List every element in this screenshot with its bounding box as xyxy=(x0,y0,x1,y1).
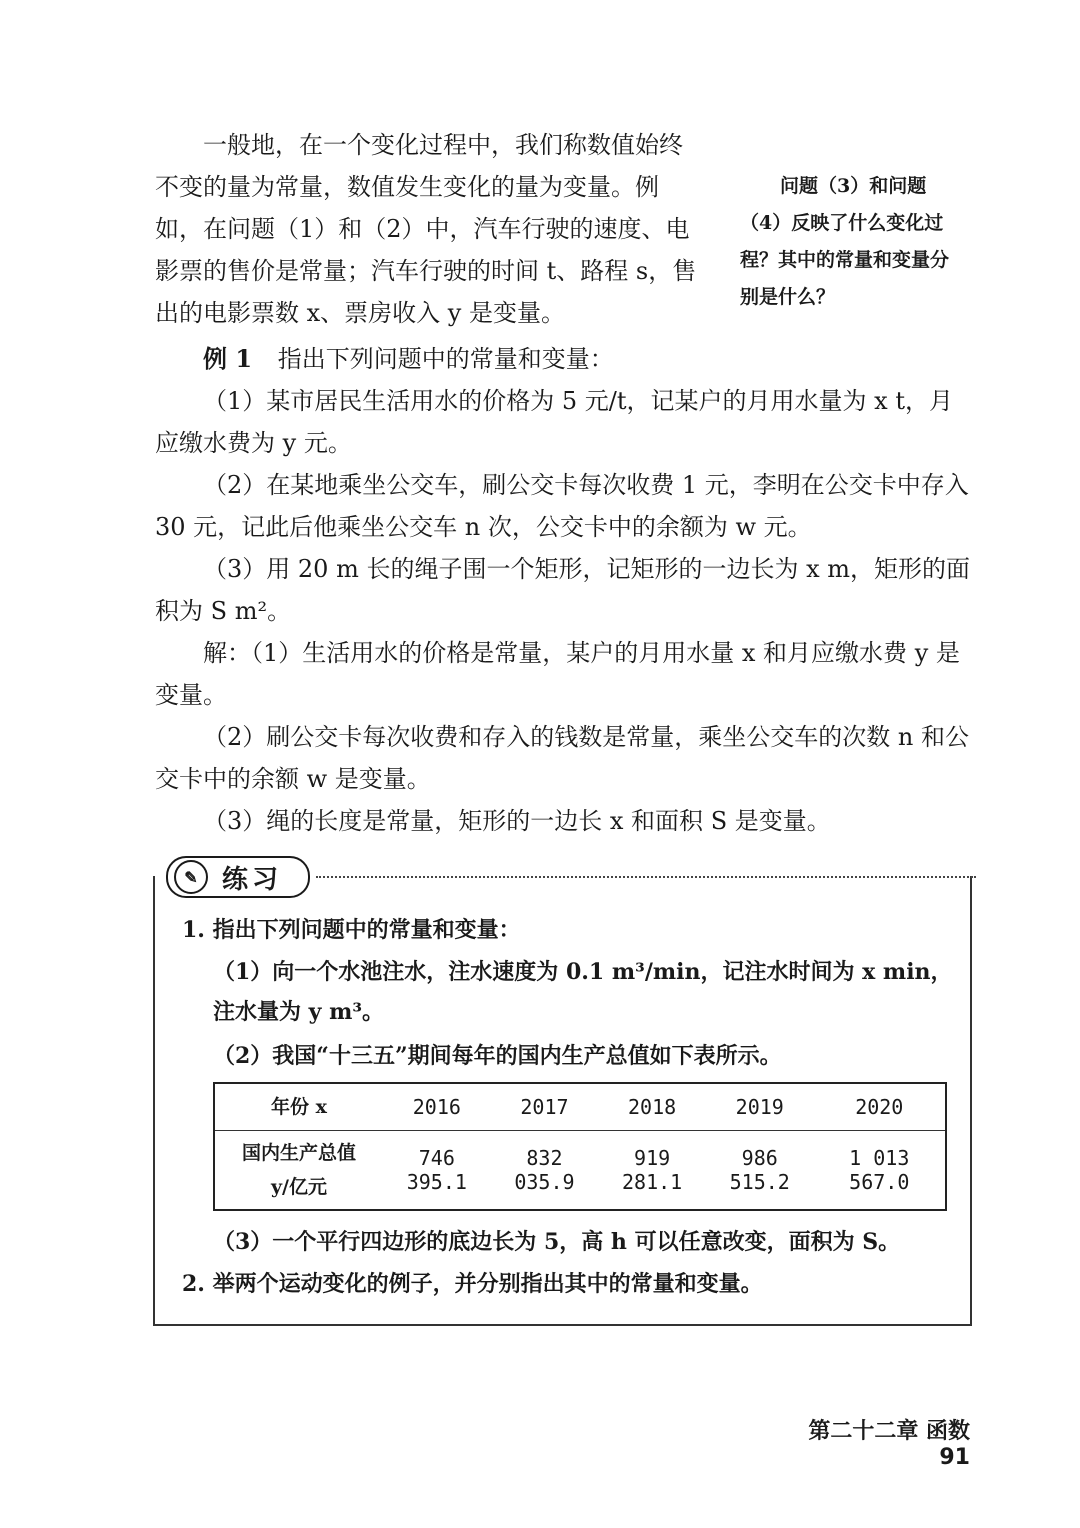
intro-paragraph: 一般地，在一个变化过程中，我们称数值始终不变的量为常量，数值发生变化的量为变量。例如，在问题（1）和（2）中，汽车行驶的速度、电影票的售价是常量；汽车行驶的时间 t、路程 s，售出的电影票数 x、票房收入 y 是变量。 xyxy=(155,131,697,327)
exercise-divider xyxy=(316,876,976,878)
page-number: 91 xyxy=(939,1445,970,1470)
table-year-cell: 2017 xyxy=(491,1083,599,1131)
pencil-icon: ✎ xyxy=(174,860,208,894)
example-heading xyxy=(155,338,975,380)
table-row-head-gdp xyxy=(214,1131,383,1211)
exercise-q1-2: （2）我国“十三五”期间每年的国内生产总值如下表所示。 xyxy=(213,1043,782,1069)
table-value-cell: 986 515.2 xyxy=(729,1146,790,1194)
exercise-title: 练习 xyxy=(222,864,283,895)
exercise-q1-1: （1）向一个水池注水，注水速度为 0.1 m³/min，记注水时间为 x min，注水量为 y m³。 xyxy=(213,959,953,1025)
table-year-cell: 2018 xyxy=(598,1083,706,1131)
table-year-cell: 2016 xyxy=(383,1083,491,1131)
exercise-header xyxy=(166,852,978,900)
gdp-table xyxy=(213,1082,947,1211)
table-value-cell: 746 395.1 xyxy=(406,1146,467,1194)
table-year-cell: 2020 xyxy=(814,1083,946,1131)
table-row-gdp xyxy=(214,1131,946,1211)
table-value-cell: 832 035.9 xyxy=(514,1146,575,1194)
example-prompt: 指出下列问题中的常量和变量： xyxy=(277,345,614,373)
table-row-head-year: 年份 x xyxy=(214,1083,383,1131)
example-item-3: （3）用 20 m 长的绳子围一个矩形，记矩形的一边长为 x m，矩形的面积为 S m²。 xyxy=(155,555,971,625)
solution-1: 解：（1）生活用水的价格是常量，某户的月用水量 x 和月应缴水费 y 是变量。 xyxy=(155,639,960,709)
exercise-q2: 2. 举两个运动变化的例子，并分别指出其中的常量和变量。 xyxy=(182,1271,763,1297)
table-year-cell: 2019 xyxy=(706,1083,814,1131)
example-item-2: （2）在某地乘坐公交车，刷公交卡每次收费 1 元，李明在公交卡中存入 30 元，记此后他乘坐公交车 n 次，公交卡中的余额为 w 元。 xyxy=(155,471,969,541)
table-gdp-head-line1: 国内生产总值 xyxy=(241,1142,356,1164)
chapter-title: 第二十二章 函数 xyxy=(808,1419,970,1444)
solution-3: （3）绳的长度是常量，矩形的一边长 x 和面积 S 是变量。 xyxy=(203,807,831,835)
table-value-cell: 919 281.1 xyxy=(621,1146,683,1194)
solution-2: （2）刷公交卡每次收费和存入的钱数是常量，乘坐公交车的次数 n 和公交卡中的余额 w 是变量。 xyxy=(155,723,969,793)
example-item-1: （1）某市居民生活用水的价格为 5 元/t，记某户的月用水量为 x t，月应缴水费为 y 元。 xyxy=(155,387,953,457)
exercise-q1: 1. 指出下列问题中的常量和变量： xyxy=(182,917,521,943)
table-gdp-head-line2: y/亿元 xyxy=(271,1176,327,1198)
table-value-cell: 1 013 567.0 xyxy=(849,1146,910,1194)
example-label: 例 1 xyxy=(203,344,253,373)
table-row-years xyxy=(214,1083,946,1131)
exercise-q1-3: （3）一个平行四边形的底边长为 5，高 h 可以任意改变，面积为 S。 xyxy=(213,1229,901,1255)
page-footer xyxy=(780,1414,970,1470)
exercise-badge xyxy=(166,856,310,898)
margin-note: 问题（3）和问题（4）反映了什么变化过程？其中的常量和变量分别是什么？ xyxy=(740,175,950,308)
